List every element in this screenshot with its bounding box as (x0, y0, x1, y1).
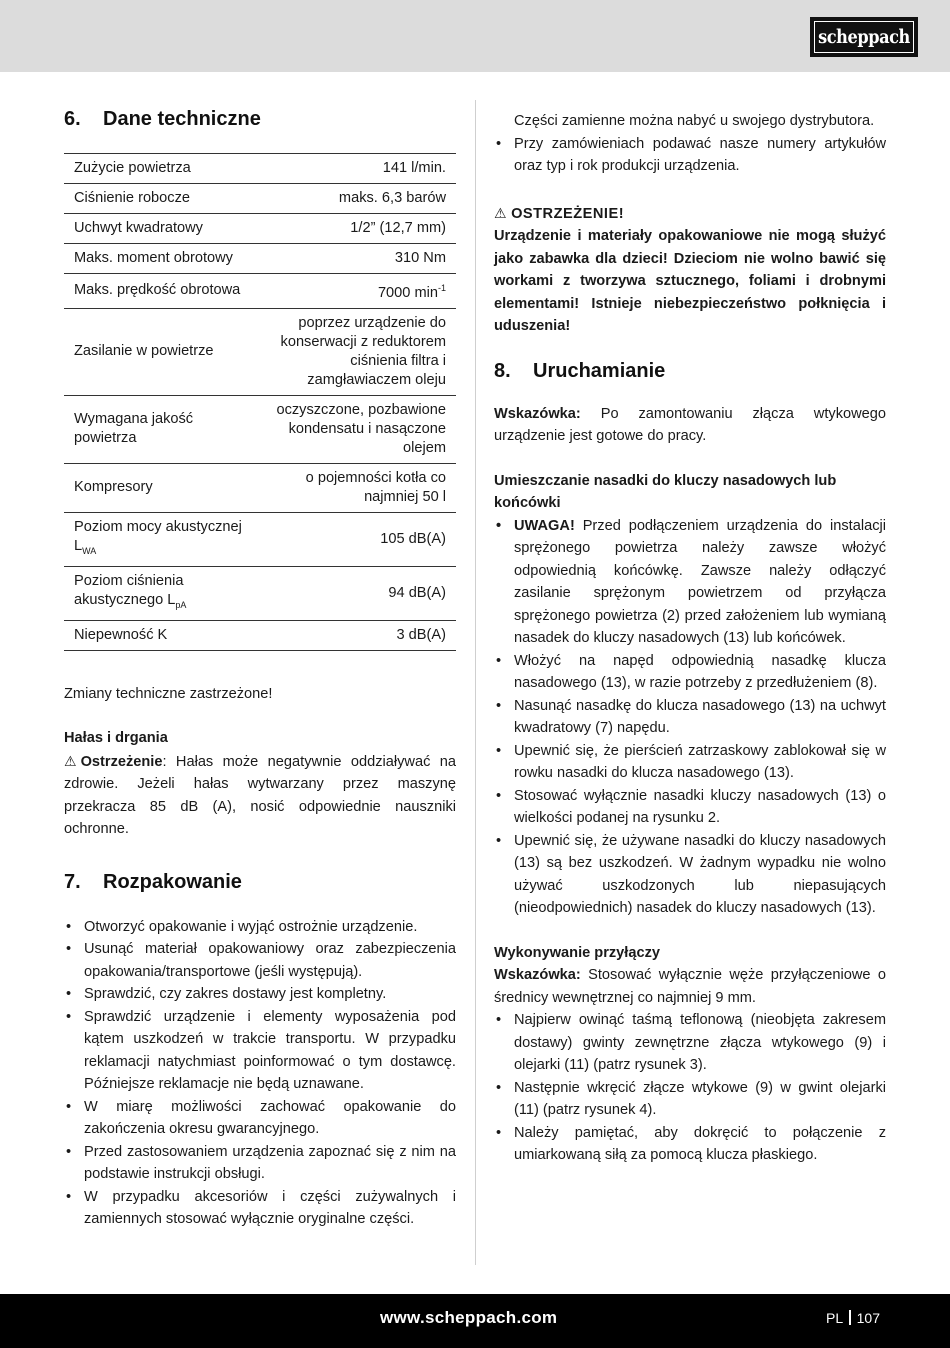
right-column (494, 110, 886, 1167)
section-8-heading (494, 360, 886, 383)
list-item: • UWAGA! Przed podłączeniem urządzenia do instalacji sprężonego powietrza należy zawsze włożyć odpowiednią końcówkę. Zawsze należy odłączyć zasilanie sprężonym powietrzem od przyłącza sprężonego powietrza (2) przed założeniem lub wymianą nasadek do kluczy nasadowych (13) lub końcówek. (496, 517, 886, 646)
footer-bar (0, 1294, 950, 1348)
list-item: • Przy zamówieniach podawać nasze numery artykułów oraz typ i rok produkcji urządzenia. (496, 135, 886, 174)
list-item: • W przypadku akcesoriów i części zużywalnych i zamiennych stosować wyłącznie oryginalne części. (66, 1188, 456, 1228)
unpacking-list (64, 916, 456, 1231)
list-item: • Sprawdzić urządzenie i elementy wyposażenia pod kątem uszkodzeń w trakcie transportu. W przypadku reklamacji natychmiast poinformować o tym dostawcę. Późniejsze reklamacje nie będą uznawane. (66, 1008, 456, 1093)
socket-heading: Umieszczanie nasadki do kluczy nasadowych lub końcówki (494, 472, 837, 511)
spec-label: Maks. moment obrotowy (64, 244, 259, 274)
spec-label: Uchwyt kwadratowy (64, 214, 259, 244)
spec-label: Maks. prędkość obrotowa (64, 274, 259, 309)
spec-value: 1/2” (12,7 mm) (259, 214, 456, 244)
spec-value: poprzez urządzenie do konserwacji z reduktorem ciśnienia filtra i zamgławiaczem oleju (259, 308, 456, 395)
spec-row (64, 463, 456, 512)
spec-label: Poziom ciśnienia akustycznego $L_{pA}$ (64, 566, 259, 620)
page-number: 107 (856, 1310, 880, 1326)
list-item: • Upewnić się, że używane nasadki do kluczy nasadowych (13) są bez uszkodzeń. W żadnym wypadku nie wolno używać uszkodzonych lub niepasujących (nieodpowiednich) nasadek do kluczy nasadowych (13). (496, 832, 886, 916)
spec-value: oczyszczone, pozbawione kondensatu i nasączone olejem (259, 395, 456, 463)
section-title: Uruchamianie (533, 359, 666, 382)
warning-heading: ⚠ OSTRZEŻENIE! (494, 202, 886, 226)
connections-heading: Wykonywanie przyłączy (494, 944, 661, 961)
start-hint (494, 403, 886, 448)
warning-icon: ⚠ (64, 752, 77, 769)
spare-parts-list (494, 133, 886, 178)
column-divider (475, 100, 476, 1265)
spec-label: Zasilanie w powietrze (64, 308, 259, 395)
language-code: PL (826, 1310, 844, 1326)
spec-value: 310 Nm (259, 244, 456, 274)
spec-row (64, 566, 456, 620)
spec-value: 141 l/min. (259, 154, 456, 184)
spec-row (64, 214, 456, 244)
spec-value: maks. 6,3 barów (259, 184, 456, 214)
connections-hint: Wskazówka: Stosować wyłącznie węże przyłączeniowe o średnicy wewnętrznej co najmniej 9 mm. (494, 967, 886, 1006)
spec-row (64, 308, 456, 395)
spec-value: 3 dB(A) (259, 620, 456, 650)
spec-label: Kompresory (64, 463, 259, 512)
hint-text: Po zamontowaniu złącza wtykowego urządzenie jest gotowe do pracy. (494, 405, 886, 444)
socket-list (494, 515, 886, 920)
spec-row (64, 512, 456, 566)
list-item: • Włożyć na napęd odpowiednią nasadkę klucza nasadowego (13), w razie potrzeby z przedłużeniem (8). (496, 652, 886, 691)
list-item: • W miarę możliwości zachować opakowanie do zakończenia okresu gwarancyjnego. (66, 1098, 456, 1138)
spec-row (64, 244, 456, 274)
spec-label: Wymagana jakość powietrza (64, 395, 259, 463)
scheppach-logo (810, 17, 918, 57)
top-banner (0, 0, 950, 72)
spec-value: o pojemności kotła co najmniej 50 l (259, 463, 456, 512)
tech-spec-table (64, 153, 456, 651)
spec-value: 105 dB(A) (259, 512, 456, 566)
spec-row (64, 620, 456, 650)
spec-row (64, 395, 456, 463)
section-number: 8. (494, 359, 511, 382)
connections-list (494, 1009, 886, 1167)
list-item: • Otworzyć opakowanie i wyjąć ostrożnie urządzenie. (66, 918, 418, 935)
changes-note: Zmiany techniczne zastrzeżone! (64, 685, 273, 702)
section-number: 7. (64, 870, 81, 893)
noise-heading: Hałas i drgania (64, 730, 168, 747)
noise-warning-text: : Hałas może negatywnie oddziaływać na zdrowie. Jeżeli hałas wytwarzany przez maszynę przekracza 85 dB (A), nosić odpowiednie nauszniki ochronne. (64, 753, 456, 838)
spec-row (64, 274, 456, 309)
hint-label: Wskazówka: (494, 405, 581, 422)
list-item: • Usunąć materiał opakowaniowy oraz zabezpieczenia opakowania/transportowe (jeśli występują). (66, 941, 456, 980)
list-item: • Nasunąć nasadkę do klucza nasadowego (13) na uchwyt kwadratowy (7) napędu. (496, 697, 886, 736)
list-item: • Upewnić się, że pierścień zatrzaskowy zablokował się w rowku nasadki do klucza nasadowego (13). (496, 742, 886, 781)
spec-label: Zużycie powietrza (64, 154, 259, 184)
spec-value: 94 dB(A) (259, 566, 456, 620)
page-indicator (826, 1310, 880, 1326)
section-title: Rozpakowanie (103, 870, 242, 893)
spec-row (64, 154, 456, 184)
spec-label: Niepewność K (64, 620, 259, 650)
left-column (64, 100, 456, 1231)
list-item: • Najpierw owinąć taśmą teflonową (nieobjęta zakresem dostawy) gwinty zewnętrzne złącza wtykowego (9) i olejarki (11) (patrz rysunek 3). (496, 1012, 886, 1073)
section-6-heading (64, 108, 456, 131)
section-title: Dane techniczne (103, 108, 261, 130)
list-item: • Stosować wyłącznie nasadki kluczy nasadowych (13) o wielkości podanej na rysunku 2. (496, 787, 886, 826)
spec-label: Ciśnienie robocze (64, 184, 259, 214)
list-item: • Następnie wkręcić złącze wtykowe (9) w gwint olejarki (11) (patrz rysunek 4). (496, 1079, 886, 1118)
list-item: • Sprawdzić, czy zakres dostawy jest kompletny. (66, 986, 387, 1003)
spec-label: Poziom mocy akustycznej $L_{WA}$ (64, 512, 259, 566)
warning-icon: ⚠ (494, 204, 508, 221)
section-number: 6. (64, 108, 81, 130)
spec-row (64, 184, 456, 214)
logo-text: scheppach (818, 26, 910, 48)
website-link[interactable]: www.scheppach.com (380, 1308, 558, 1327)
noise-warning-label: Ostrzeżenie (80, 753, 163, 770)
noise-warning (64, 750, 456, 841)
spare-parts-text: Części zamienne można nabyć u swojego dystrybutora. (514, 113, 875, 129)
spec-value: 7000 $\min^{-1}$ (259, 274, 456, 309)
section-7-heading (64, 871, 456, 894)
list-item: • Należy pamiętać, aby dokręcić to połączenie z umiarkowaną siłą za pomocą klucza płaskiego. (496, 1124, 886, 1163)
list-item: • Przed zastosowaniem urządzenia zapoznać się z nim na podstawie instrukcji obsługi. (66, 1143, 456, 1183)
warning-text: Urządzenie i materiały opakowaniowe nie mogą służyć jako zabawka dla dzieci! Dzieciom nie wolno bawić się workami z tworzywa sztucznego, foliami i drobnymi elementami! Istnieje niebezpieczeństwo połknięcia i uduszenia! (494, 228, 886, 334)
